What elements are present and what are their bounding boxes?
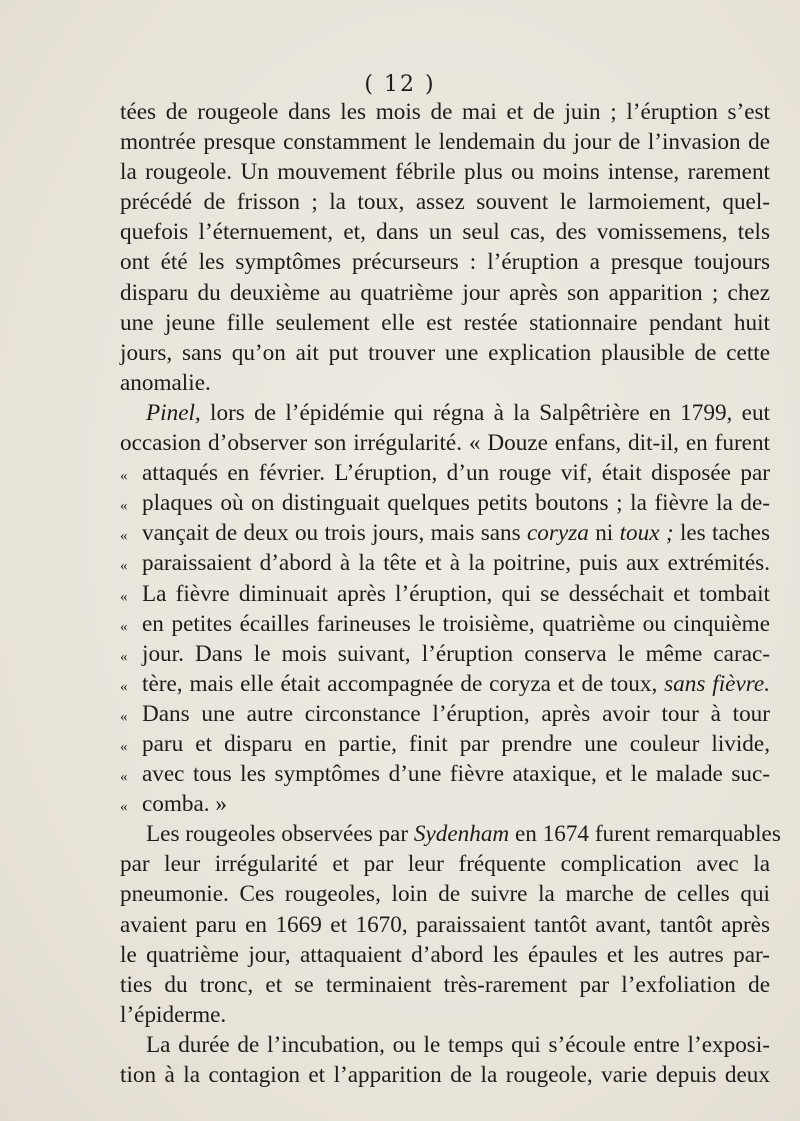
line-text: le quatrième jour, attaquaient d’abord les épaules et les autres par- <box>120 941 770 968</box>
text-line <box>120 789 770 819</box>
line-text: ties du tronc, et se terminaient très-rarement par l’exfoliation de <box>120 971 770 998</box>
line-text: quefois l’éternuement, et, dans un seul cas, des vomissemens, tels <box>120 219 770 246</box>
text-line <box>120 548 770 578</box>
text-line <box>120 217 770 247</box>
quote-mark: « <box>120 468 128 485</box>
line-text: occasion d’observer son irrégularité. « Douze enfans, dit-il, en furent <box>120 430 770 457</box>
text-line <box>120 1000 770 1030</box>
text-line <box>120 278 770 308</box>
quote-mark: « <box>120 498 128 515</box>
text-line <box>120 669 770 699</box>
line-text: tées de rougeole dans les mois de mai et de juin ; l’éruption s’est <box>120 99 770 125</box>
line-text: comba. » <box>142 791 227 818</box>
line-text: tion à la contagion et l’apparition de la rougeole, varie depuis deux <box>120 1062 770 1088</box>
quote-mark: « <box>120 618 128 635</box>
text-line <box>120 910 770 940</box>
quote-mark: « <box>120 528 128 545</box>
text-line <box>120 639 770 669</box>
line-text: disparu du deuxième au quatrième jour après son apparition ; chez <box>120 279 770 306</box>
line-text: ont été les symptômes précurseurs : l’éruption a presque toujours <box>120 249 770 276</box>
text-line <box>120 458 770 488</box>
text-line <box>120 428 770 458</box>
line-text: une jeune fille seulement elle est restée stationnaire pendant huit <box>120 309 770 336</box>
text-line <box>120 579 770 609</box>
line-text: montrée presque constamment le lendemain du jour de l’invasion de <box>120 129 770 156</box>
text-line <box>120 187 770 217</box>
line-text: précédé de frisson ; la toux, assez souvent le larmoiement, quel- <box>120 189 770 216</box>
italic-text: sans fièvre. <box>664 670 770 697</box>
text-line <box>120 398 770 428</box>
text-line <box>120 849 770 879</box>
line-text: en petites écailles farineuses le troisième, quatrième ou cinquième <box>142 610 770 637</box>
text-line <box>120 308 770 338</box>
text-line <box>120 368 770 398</box>
line-text: les taches <box>673 520 770 547</box>
text-line <box>120 729 770 759</box>
quote-mark: « <box>120 678 128 695</box>
line-text: paraissaient d’abord à la tête et à la poitrine, puis aux extrémités. <box>142 550 770 577</box>
line-text: paru et disparu en partie, finit par prendre une couleur livide, <box>142 730 770 757</box>
line-text: avaient paru en 1669 et 1670, paraissaient tantôt avant, tantôt après <box>120 911 770 938</box>
text-line <box>120 338 770 368</box>
line-text: la rougeole. Un mouvement fébrile plus ou moins intense, rarement <box>120 159 770 186</box>
quote-mark: « <box>120 769 128 786</box>
text-line <box>120 1060 770 1090</box>
text-line <box>120 699 770 729</box>
author-name: Pinel, <box>146 399 201 426</box>
line-text: attaqués en février. L’éruption, d’un rouge vif, était disposée par <box>142 460 770 487</box>
quote-mark: « <box>120 558 128 575</box>
italic-text: Sydenham <box>413 821 510 848</box>
line-text: plaques où on distinguait quelques petits boutons ; la fièvre la de- <box>142 490 770 517</box>
line-text: jours, sans qu’on ait put trouver une explication plausible de cette <box>120 339 770 366</box>
line-text: pneumonie. Ces rougeoles, loin de suivre la marche de celles qui <box>120 881 770 908</box>
line-text: par leur irrégularité et par leur fréquente complication avec la <box>120 851 770 878</box>
body-text <box>120 97 781 1090</box>
text-line <box>120 127 770 157</box>
line-text: l’épiderme. <box>120 1001 227 1028</box>
page-number: ( 12 ) <box>364 72 436 97</box>
line-text: avec tous les symptômes d’une fièvre ataxique, et le malade suc- <box>142 761 770 788</box>
line-text: La durée de l’incubation, ou le temps qui s’écoule entre l’exposi- <box>146 1031 770 1058</box>
text-line <box>120 940 770 970</box>
line-text: Les rougeoles observées par <box>146 821 414 848</box>
text-line <box>120 1030 770 1060</box>
text-line <box>120 609 770 639</box>
italic-text: coryza <box>527 520 589 547</box>
line-text: Dans une autre circonstance l’éruption, après avoir tour à tour <box>142 700 770 727</box>
line-text: jour. Dans le mois suivant, l’éruption conserva le même carac- <box>142 640 770 667</box>
line-text: anomalie. <box>120 369 211 396</box>
line-text: ni <box>588 520 620 547</box>
text-line <box>120 247 770 277</box>
text-line <box>120 518 770 548</box>
text-line <box>120 488 770 518</box>
line-text: tère, mais elle était accompagnée de coryza et de toux, <box>142 670 665 697</box>
quote-mark: « <box>120 588 128 605</box>
line-text: La fièvre diminuait après l’éruption, qui se desséchait et tombait <box>142 580 770 607</box>
italic-text: toux ; <box>619 520 674 547</box>
line-text: vançait de deux ou trois jours, mais sans <box>142 520 528 547</box>
line-text: lors de l’épidémie qui régna à la Salpêtrière en 1799, eut <box>200 399 770 426</box>
quote-mark: « <box>120 738 128 755</box>
quote-mark: « <box>120 648 128 665</box>
text-line <box>120 97 770 127</box>
quote-mark: « <box>120 708 128 725</box>
line-text: en 1674 furent remarquables <box>509 821 781 848</box>
text-line <box>120 879 770 909</box>
quote-mark: « <box>120 799 128 816</box>
text-line <box>120 970 770 1000</box>
text-line <box>120 157 770 187</box>
text-line <box>120 819 781 849</box>
text-line <box>120 759 770 789</box>
